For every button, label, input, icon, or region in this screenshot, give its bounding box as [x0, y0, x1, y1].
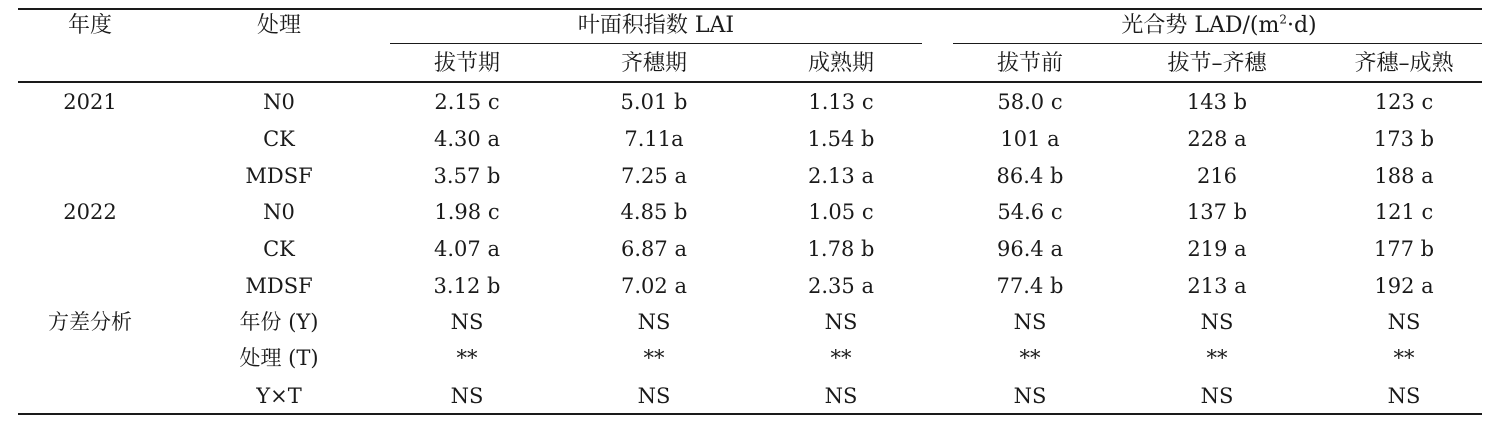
- cell-lai-jointing: NS: [450, 310, 484, 334]
- cell-lad-heading-maturity: 123 c: [1374, 90, 1434, 114]
- cell-lad-jointing-heading: 137 b: [1186, 200, 1248, 224]
- header-lai-jointing: 拔节期: [433, 51, 501, 76]
- cell-lai-heading: NS: [637, 384, 671, 408]
- cell-lai-heading: 7.25 a: [621, 164, 687, 188]
- cell-lai-heading: 6.87 a: [621, 237, 687, 261]
- cell-treatment: CK: [263, 127, 295, 151]
- cell-lai-maturity: 1.54 b: [807, 127, 875, 151]
- cell-lad-heading-maturity: 177 b: [1373, 237, 1435, 261]
- cell-lad-pre-jointing: 96.4 a: [997, 237, 1063, 261]
- header-lai-heading: 齐穗期: [620, 51, 688, 76]
- cell-lai-maturity: 2.13 a: [808, 164, 874, 188]
- cell-lad-jointing-heading: **: [1206, 346, 1228, 370]
- cell-treatment: 年份 (Y): [239, 310, 319, 334]
- header-lad-jointing-heading: 拔节–齐穗: [1167, 51, 1267, 76]
- cell-treatment: N0: [263, 90, 295, 114]
- header-lad-pre-jointing: 拔节前: [996, 51, 1064, 76]
- cell-lad-jointing-heading: 213 a: [1187, 274, 1247, 298]
- cell-lad-pre-jointing: 101 a: [1000, 127, 1060, 151]
- table-bottom-rule: [18, 413, 1482, 415]
- cell-year: 2022: [63, 200, 117, 224]
- cell-lai-maturity: **: [830, 346, 852, 370]
- cell-lai-heading: 5.01 b: [620, 90, 688, 114]
- header-lai-group: 叶面积指数 LAI: [577, 13, 735, 38]
- cell-lad-heading-maturity: 188 a: [1374, 164, 1434, 188]
- cell-lad-heading-maturity: NS: [1387, 310, 1421, 334]
- cell-lai-maturity: 1.05 c: [808, 200, 874, 224]
- cell-lad-pre-jointing: NS: [1013, 310, 1047, 334]
- cell-lai-maturity: 1.78 b: [807, 237, 875, 261]
- cell-lai-jointing: 1.98 c: [434, 200, 500, 224]
- cell-lad-jointing-heading: NS: [1200, 384, 1234, 408]
- cell-treatment: 处理 (T): [239, 346, 319, 370]
- cell-year: 2021: [63, 90, 117, 114]
- cell-lad-heading-maturity: **: [1393, 346, 1415, 370]
- cell-year: 方差分析: [48, 310, 132, 334]
- cell-lad-pre-jointing: 86.4 b: [996, 164, 1064, 188]
- cell-lad-jointing-heading: 143 b: [1186, 90, 1248, 114]
- cell-lad-pre-jointing: NS: [1013, 384, 1047, 408]
- cell-lai-heading: **: [643, 346, 665, 370]
- data-table: [18, 0, 1482, 426]
- cell-lad-heading-maturity: 192 a: [1374, 274, 1434, 298]
- cell-lai-jointing: 4.07 a: [434, 237, 500, 261]
- table-header-rule: [18, 81, 1482, 83]
- header-year: 年度: [67, 13, 113, 38]
- cell-lad-heading-maturity: 121 c: [1374, 200, 1434, 224]
- cell-treatment: CK: [263, 237, 295, 261]
- header-lai-maturity: 成熟期: [807, 51, 875, 76]
- cell-lai-maturity: 2.35 a: [808, 274, 874, 298]
- cell-lai-maturity: NS: [824, 310, 858, 334]
- cell-lai-heading: 4.85 b: [620, 200, 688, 224]
- cell-lad-jointing-heading: 216: [1196, 164, 1238, 188]
- cell-treatment: Y×T: [256, 384, 302, 408]
- cell-lai-maturity: 1.13 c: [808, 90, 874, 114]
- table-top-rule: [18, 8, 1482, 10]
- cell-treatment: MDSF: [245, 274, 313, 298]
- header-lad-heading-maturity: 齐穗–成熟: [1354, 51, 1454, 76]
- cell-lad-heading-maturity: NS: [1387, 384, 1421, 408]
- cell-lad-pre-jointing: 58.0 c: [997, 90, 1063, 114]
- cell-lad-pre-jointing: **: [1019, 346, 1041, 370]
- lad-group-rule: [953, 43, 1482, 44]
- lai-group-rule: [390, 43, 922, 44]
- cell-lai-jointing: 3.57 b: [433, 164, 501, 188]
- header-treatment: 处理: [256, 13, 302, 38]
- cell-lai-heading: 7.11a: [624, 127, 684, 151]
- cell-lad-pre-jointing: 54.6 c: [997, 200, 1063, 224]
- cell-lai-jointing: NS: [450, 384, 484, 408]
- header-lad-group: 光合势 LAD/$(m^2\cdot d)$: [1121, 12, 1317, 38]
- cell-lai-jointing: 3.12 b: [433, 274, 501, 298]
- cell-lai-heading: 7.02 a: [621, 274, 687, 298]
- cell-lai-heading: NS: [637, 310, 671, 334]
- cell-lai-jointing: 2.15 c: [434, 90, 500, 114]
- cell-lad-jointing-heading: 228 a: [1187, 127, 1247, 151]
- cell-treatment: N0: [263, 200, 295, 224]
- cell-lai-maturity: NS: [824, 384, 858, 408]
- cell-lad-heading-maturity: 173 b: [1373, 127, 1435, 151]
- cell-lad-jointing-heading: 219 a: [1187, 237, 1247, 261]
- cell-lad-jointing-heading: NS: [1200, 310, 1234, 334]
- cell-treatment: MDSF: [245, 164, 313, 188]
- cell-lai-jointing: **: [456, 346, 478, 370]
- cell-lai-jointing: 4.30 a: [434, 127, 500, 151]
- cell-lad-pre-jointing: 77.4 b: [996, 274, 1064, 298]
